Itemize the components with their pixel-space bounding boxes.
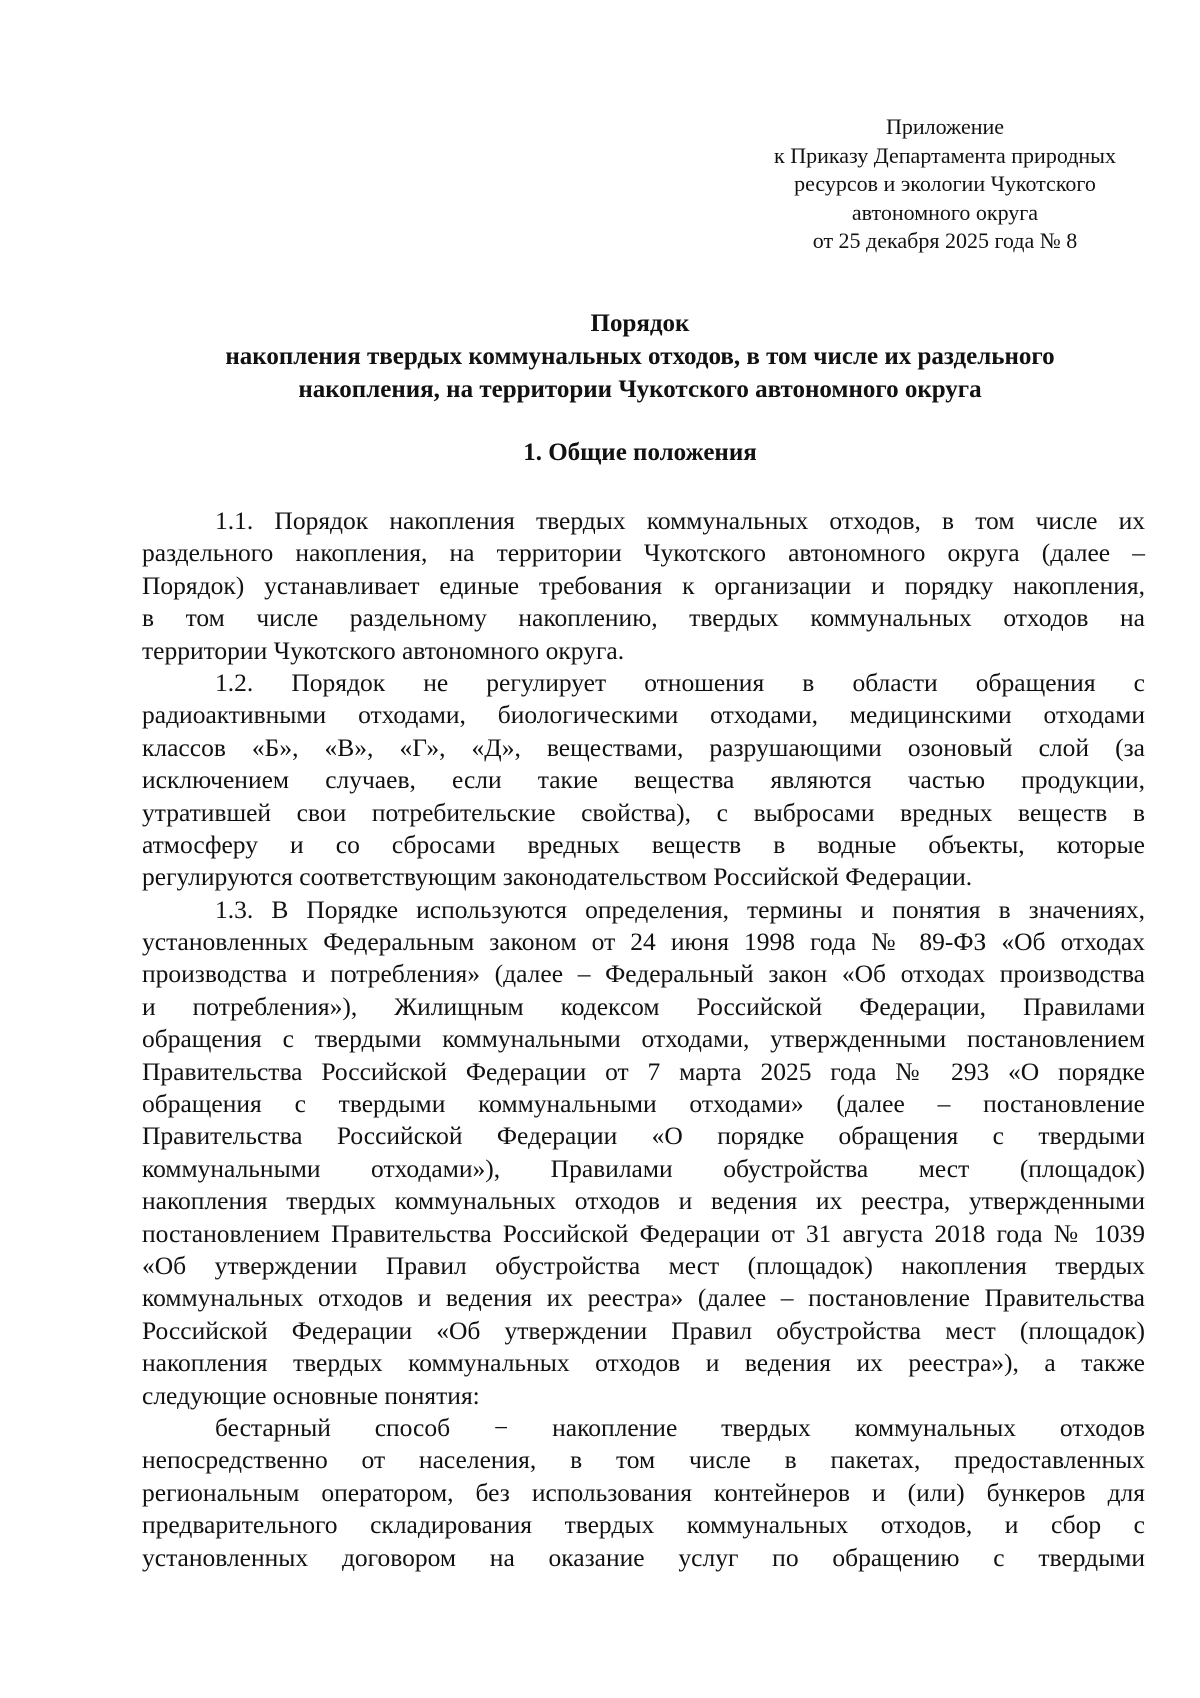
paragraph-line: 1.3. В Порядке используются определения, термины и понятия в значениях, (215, 894, 1145, 924)
section-heading: 1. Общие положения (523, 439, 757, 466)
paragraph-line: Правительства Российской Федерации от 7 марта 2025 года № 293 «О порядке (142, 1056, 1145, 1086)
title-line: накопления, на территории Чукотского автономного округа (298, 376, 982, 403)
document-body (142, 505, 1145, 1574)
paragraph-line: регулируются соответствующим законодательством Российской Федерации. (142, 862, 973, 892)
paragraph-line: накопления твердых коммунальных отходов и ведения их реестра, утвержденными (142, 1186, 1145, 1216)
paragraph-line: территории Чукотского автономного округа. (142, 635, 625, 665)
title-line: Порядок (590, 310, 690, 337)
paragraph-line: производства и потребления» (далее – Федеральный закон «Об отходах производства (142, 959, 1145, 989)
appendix-header (730, 113, 1160, 256)
paragraph-line: утратившей свои потребительские свойства), с выбросами вредных веществ в (142, 797, 1145, 827)
paragraph-line: установленных Федеральным законом от 24 июня 1998 года № 89-ФЗ «Об отходах (142, 927, 1145, 957)
paragraph-line: исключением случаев, если такие вещества являются частью продукции, (142, 765, 1145, 795)
paragraph-line: в том числе раздельному накоплению, твердых коммунальных отходов на (142, 603, 1145, 633)
paragraph-line: атмосферу и со сбросами вредных веществ в водные объекты, которые (142, 829, 1145, 859)
title-line: накопления твердых коммунальных отходов, в том числе их раздельного (225, 343, 1055, 370)
paragraph-line: коммунальных отходов и ведения их реестра» (далее – постановление Правительства (142, 1283, 1145, 1313)
paragraph-line: радиоактивными отходами, биологическими отходами, медицинскими отходами (142, 700, 1145, 730)
paragraph-line: обращения с твердыми коммунальными отходами» (далее – постановление (142, 1089, 1145, 1119)
paragraph-line: раздельного накопления, на территории Чукотского автономного округа (далее – (142, 538, 1145, 568)
paragraph-line: коммунальными отходами»), Правилами обустройства мест (площадок) (142, 1153, 1145, 1183)
paragraph-line: классов «Б», «В», «Г», «Д», веществами, разрушающими озоновый слой (за (142, 732, 1145, 762)
paragraph-line: обращения с твердыми коммунальными отходами, утвержденными постановлением (142, 1024, 1145, 1054)
paragraph-line: «Об утверждении Правил обустройства мест (площадок) накопления твердых (142, 1250, 1145, 1280)
paragraph-line: предварительного складирования твердых коммунальных отходов, и сбор с (142, 1510, 1145, 1540)
paragraph-line: непосредственно от населения, в том числе в пакетах, предоставленных (142, 1445, 1145, 1475)
paragraph-line: и потребления»), Жилищным кодексом Российской Федерации, Правилами (142, 991, 1145, 1021)
appendix-line: к Приказу Департамента природных (774, 142, 1116, 168)
appendix-line: автономного округа (851, 199, 1039, 225)
paragraph-line: Порядок) устанавливает единые требования к организации и порядку накопления, (142, 570, 1145, 600)
appendix-line: ресурсов и экологии Чукотского (794, 171, 1096, 196)
paragraph-line: Правительства Российской Федерации «О порядке обращения с твердыми (142, 1121, 1145, 1151)
paragraph-line: региональным оператором, без использования контейнеров и (или) бункеров для (142, 1477, 1145, 1507)
paragraph-line: бестарный способ − накопление твердых коммунальных отходов (215, 1412, 1145, 1442)
paragraph-line: 1.2. Порядок не регулирует отношения в области обращения с (215, 667, 1145, 697)
appendix-line: от 25 декабря 2025 года № 8 (812, 228, 1078, 253)
document-title (140, 307, 1140, 406)
paragraph-line: постановлением Правительства Российской Федерации от 31 августа 2018 года № 1039 (142, 1218, 1145, 1248)
paragraph-line: следующие основные понятия: (142, 1380, 480, 1410)
appendix-line: Приложение (885, 114, 1005, 139)
paragraph-line: установленных договором на оказание услуг по обращению с твердыми (142, 1542, 1145, 1572)
paragraph-line: накопления твердых коммунальных отходов и ведения их реестра»), а также (142, 1348, 1145, 1378)
paragraph-line: 1.1. Порядок накопления твердых коммунальных отходов, в том числе их (215, 506, 1145, 535)
paragraph-line: Российской Федерации «Об утверждении Правил обустройства мест (площадок) (142, 1315, 1145, 1345)
